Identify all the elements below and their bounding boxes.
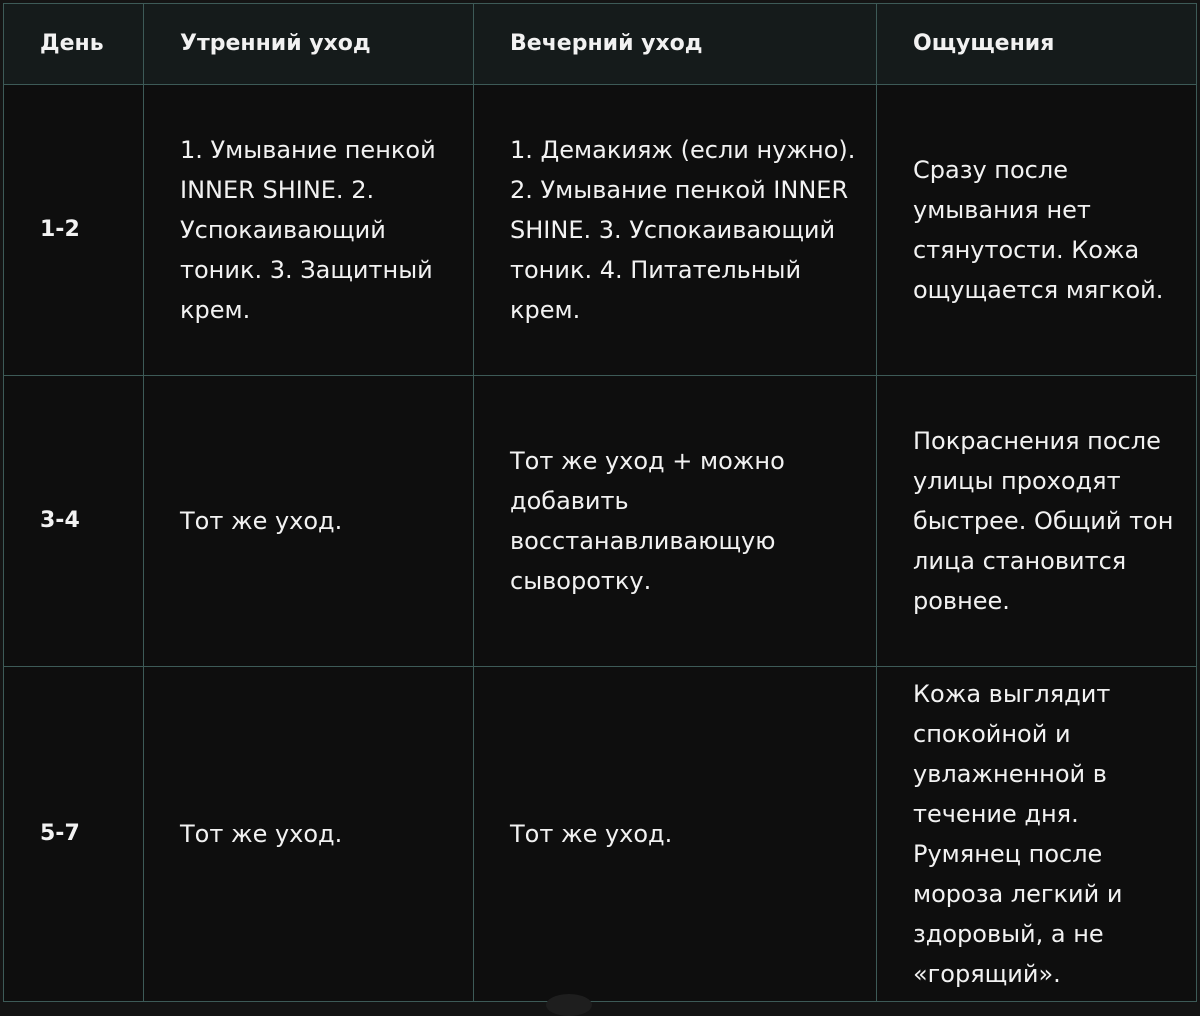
header-sensations: Ощущения	[877, 4, 1197, 85]
cell-morning-care: Тот же уход.	[144, 667, 474, 1002]
cell-evening-care: 1. Демакияж (если нужно). 2. Умывание пенкой INNER SHINE. 3. Успокаивающий тоник. 4. Питательный крем.	[474, 85, 877, 376]
header-evening-care: Вечерний уход	[474, 4, 877, 85]
cell-sensations: Сразу после умывания нет стянутости. Кожа ощущается мягкой.	[877, 85, 1197, 376]
table-body	[4, 85, 1197, 1002]
header-row	[4, 4, 1197, 85]
cell-day: 1-2	[4, 85, 144, 376]
cell-sensations: Покраснения после улицы проходят быстрее. Общий тон лица становится ровнее.	[877, 376, 1197, 667]
table-row	[4, 667, 1197, 1002]
cell-morning-care: Тот же уход.	[144, 376, 474, 667]
header-morning-care: Утренний уход	[144, 4, 474, 85]
table-row	[4, 85, 1197, 376]
cell-morning-care: 1. Умывание пенкой INNER SHINE. 2. Успокаивающий тоник. 3. Защитный крем.	[144, 85, 474, 376]
table-row	[4, 376, 1197, 667]
cell-evening-care: Тот же уход + можно добавить восстанавливающую сыворотку.	[474, 376, 877, 667]
skincare-table	[3, 3, 1197, 1002]
table-header	[4, 4, 1197, 85]
scroll-indicator	[546, 994, 592, 1016]
cell-day: 5-7	[4, 667, 144, 1002]
header-day: День	[4, 4, 144, 85]
cell-evening-care: Тот же уход.	[474, 667, 877, 1002]
cell-day: 3-4	[4, 376, 144, 667]
cell-sensations: Кожа выглядит спокойной и увлажненной в течение дня. Румянец после мороза легкий и здоровый, а не «горящий».	[877, 667, 1197, 1002]
